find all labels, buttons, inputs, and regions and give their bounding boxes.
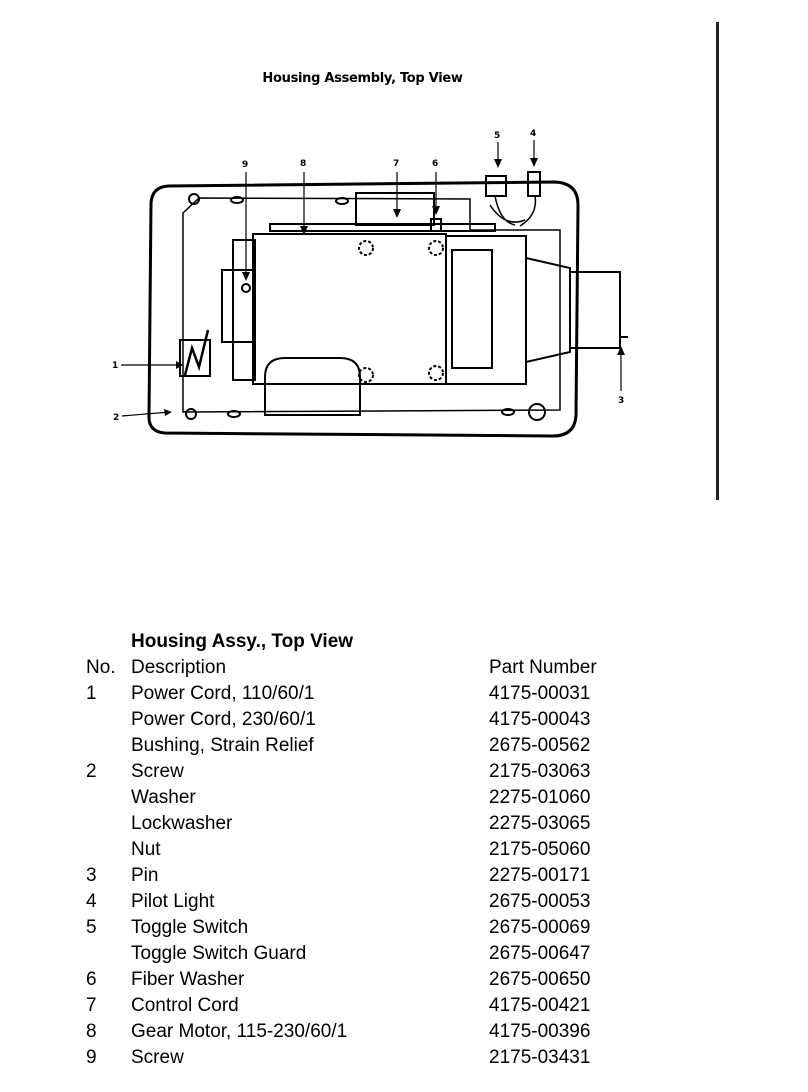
table-row	[86, 709, 686, 735]
arrow-7	[393, 209, 401, 218]
table-row	[86, 761, 686, 787]
diagram-title: Housing Assembly, Top View	[262, 71, 463, 86]
row-part-number: 2275-01060	[489, 787, 591, 808]
row-part-number: 2675-00647	[489, 943, 591, 964]
row-description: Screw	[131, 761, 184, 782]
gearbox-inner	[452, 250, 492, 368]
row-no: 4	[86, 891, 97, 912]
hole-bottom-right	[529, 404, 545, 420]
arrow-9	[242, 272, 250, 281]
row-description: Fiber Washer	[131, 969, 245, 990]
gear-motor-mount-4	[429, 366, 443, 380]
callout-2: 2	[113, 413, 120, 423]
callout-8: 8	[300, 159, 307, 169]
row-description: Bushing, Strain Relief	[131, 735, 314, 756]
table-row	[86, 891, 686, 917]
row-description: Toggle Switch	[131, 917, 249, 938]
callout-9: 9	[242, 160, 249, 170]
row-part-number: 2175-03063	[489, 761, 591, 782]
callout-3: 3	[618, 396, 625, 406]
row-description: Nut	[131, 839, 161, 860]
row-part-number: 4175-00031	[489, 683, 591, 704]
row-no: 2	[86, 761, 97, 782]
table-row	[86, 813, 686, 839]
row-description: Control Cord	[131, 995, 239, 1016]
row-part-number: 2675-00562	[489, 735, 591, 756]
callout-7: 7	[393, 159, 400, 169]
header-part-number: Part Number	[489, 657, 597, 678]
table-row	[86, 683, 686, 709]
power-cord	[185, 330, 208, 375]
row-part-number: 2675-00650	[489, 969, 591, 990]
arrow-4	[530, 158, 538, 167]
row-part-number: 2275-00171	[489, 865, 591, 886]
parts-list-header	[86, 657, 686, 683]
bottom-housing	[265, 358, 360, 415]
row-part-number: 2175-05060	[489, 839, 591, 860]
slot-bottom-1	[228, 411, 240, 417]
arrow-5	[494, 159, 502, 168]
row-no: 9	[86, 1047, 97, 1068]
row-part-number: 2175-03431	[489, 1047, 591, 1068]
row-no: 3	[86, 865, 97, 886]
slot-bottom-2	[502, 409, 514, 415]
leader-2	[122, 412, 170, 416]
callout-4: 4	[530, 129, 537, 139]
gear-motor-mount-3	[359, 368, 373, 382]
table-row	[86, 917, 686, 943]
hole-bottom-left	[186, 409, 196, 419]
wiring	[490, 196, 535, 226]
row-description: Washer	[131, 787, 196, 808]
row-no: 6	[86, 969, 97, 990]
header-no: No.	[86, 657, 116, 678]
row-description: Power Cord, 110/60/1	[131, 683, 315, 704]
row-part-number: 4175-00396	[489, 1021, 591, 1042]
row-description: Lockwasher	[131, 813, 233, 834]
row-no: 7	[86, 995, 97, 1016]
row-description: Pin	[131, 865, 159, 886]
table-row	[86, 995, 686, 1021]
gearbox	[446, 236, 526, 384]
toggle-switch	[486, 176, 506, 196]
table-row	[86, 1047, 686, 1073]
callout-5: 5	[494, 131, 501, 141]
callout-6: 6	[432, 159, 439, 169]
gear-motor-inner	[233, 240, 255, 380]
page-edge-line	[716, 22, 719, 500]
gear-motor-mount-2	[429, 241, 443, 255]
callout-1: 1	[112, 361, 119, 371]
row-part-number: 4175-00043	[489, 709, 591, 730]
header-description: Description	[131, 657, 227, 678]
parts-list-title: Housing Assy., Top View	[131, 631, 354, 652]
output-cone	[526, 258, 570, 362]
table-row	[86, 735, 686, 761]
row-part-number: 2675-00069	[489, 917, 591, 938]
row-no: 1	[86, 683, 97, 704]
gear-motor-body	[253, 234, 446, 384]
gear-motor-mount-1	[359, 241, 373, 255]
row-part-number: 2675-00053	[489, 891, 591, 912]
table-row	[86, 969, 686, 995]
row-no: 8	[86, 1021, 97, 1042]
slot-top-1	[231, 197, 243, 203]
housing-outline	[149, 182, 578, 436]
row-description: Screw	[131, 1047, 184, 1068]
table-row	[86, 943, 686, 969]
arrow-2	[164, 409, 172, 416]
row-part-number: 2275-03065	[489, 813, 591, 834]
row-description: Power Cord, 230/60/1	[131, 709, 316, 730]
table-row	[86, 1021, 686, 1047]
pilot-light	[528, 172, 540, 196]
table-row	[86, 839, 686, 865]
row-no: 5	[86, 917, 97, 938]
housing-assembly-diagram	[0, 0, 808, 520]
table-row	[86, 787, 686, 813]
row-description: Gear Motor, 115-230/60/1	[131, 1021, 348, 1042]
row-part-number: 4175-00421	[489, 995, 591, 1016]
row-description: Pilot Light	[131, 891, 215, 912]
screw-9	[242, 284, 250, 292]
row-description: Toggle Switch Guard	[131, 943, 307, 964]
gear-motor-side	[222, 270, 254, 342]
slot-top-2	[336, 198, 348, 204]
table-row	[86, 865, 686, 891]
